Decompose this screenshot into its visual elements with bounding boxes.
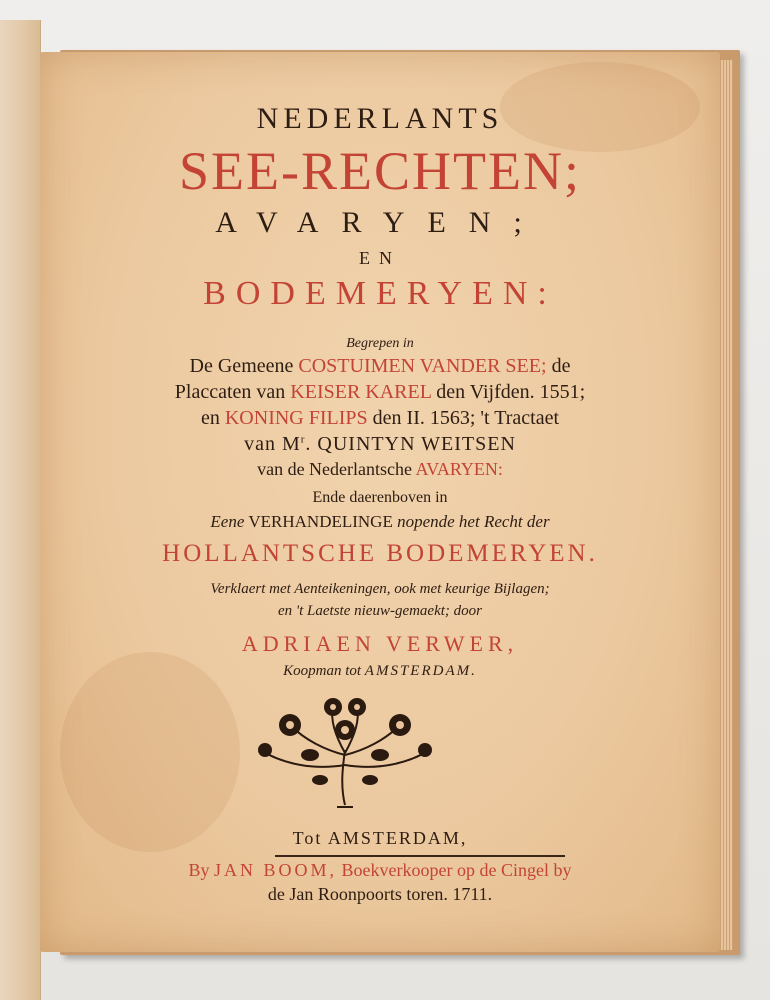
foxing-stain — [60, 652, 240, 852]
title-line-bodemeryen: BODEMERYEN: — [203, 275, 557, 312]
text-span-red: AVARYEN: — [415, 459, 503, 479]
subtitle-koning — [40, 407, 720, 430]
superscript: r — [300, 433, 306, 446]
subtitle-hollantsche: HOLLANTSCHE BODEMERYEN. — [162, 540, 598, 567]
subtitle-begrepen: Begrepen in — [346, 336, 414, 351]
title-line-avaryen: AVARYEN; — [215, 206, 545, 239]
author-name: ADRIAEN VERWER, — [241, 631, 519, 656]
title-line-en: EN — [359, 248, 401, 268]
title-line-nederlants: NEDERLANTS — [256, 102, 504, 135]
text-span: Koopman tot — [283, 663, 362, 679]
printer-name: JAN BOOM, — [214, 860, 338, 880]
text-span-red: Boekverkooper op de Cingel by — [341, 860, 572, 880]
text-span: De Gemeene — [189, 355, 294, 377]
text-span: en — [200, 407, 220, 429]
text-span-red: KONING FILIPS — [224, 407, 368, 429]
text-span: VERHANDELINGE — [248, 512, 393, 531]
imprint-printer — [40, 860, 720, 881]
text-span: den Vijfden. 1551; — [436, 381, 586, 403]
text-span: nopende het Recht der — [397, 512, 550, 531]
title-line-see-rechten: SEE-RECHTEN; — [179, 141, 581, 201]
text-span: van de Nederlantsche — [257, 459, 413, 479]
text-span: . QUINTYN WEITSEN — [305, 433, 516, 455]
text-span-red: COSTUIMEN VANDER SEE; — [298, 355, 547, 377]
subtitle-verklaert: Verklaert met Aenteikeningen, ook met keurige Bijlagen; — [210, 581, 550, 597]
text-span: de — [551, 355, 571, 377]
subtitle-weitsen — [40, 433, 720, 456]
subtitle-costuimen — [40, 355, 720, 378]
subtitle-verhandelinge — [40, 512, 720, 532]
subtitle-avaryen — [40, 459, 720, 480]
text-span: AMSTERDAM. — [364, 663, 477, 679]
left-page-edge — [0, 20, 41, 1000]
imprint-place: Tot AMSTERDAM, — [292, 828, 468, 848]
floral-vignette-icon — [245, 695, 445, 815]
subtitle-ende: Ende daerenboven in — [312, 489, 448, 506]
imprint-rule — [275, 855, 565, 857]
text-span-red: KEISER KAREL — [290, 381, 432, 403]
subtitle-laetste: en 't Laetste nieuw-gemaekt; door — [278, 603, 482, 619]
text-span: den II. 1563; 't Tractaet — [372, 407, 560, 429]
imprint-address: de Jan Roonpoorts toren. 1711. — [267, 884, 493, 904]
text-span-red: By — [188, 860, 210, 880]
subtitle-placcaten — [40, 381, 720, 404]
text-span: Placcaten van — [174, 381, 286, 403]
text-span: Eene — [210, 512, 245, 531]
text-span: van M — [244, 433, 301, 455]
author-role — [40, 663, 720, 680]
